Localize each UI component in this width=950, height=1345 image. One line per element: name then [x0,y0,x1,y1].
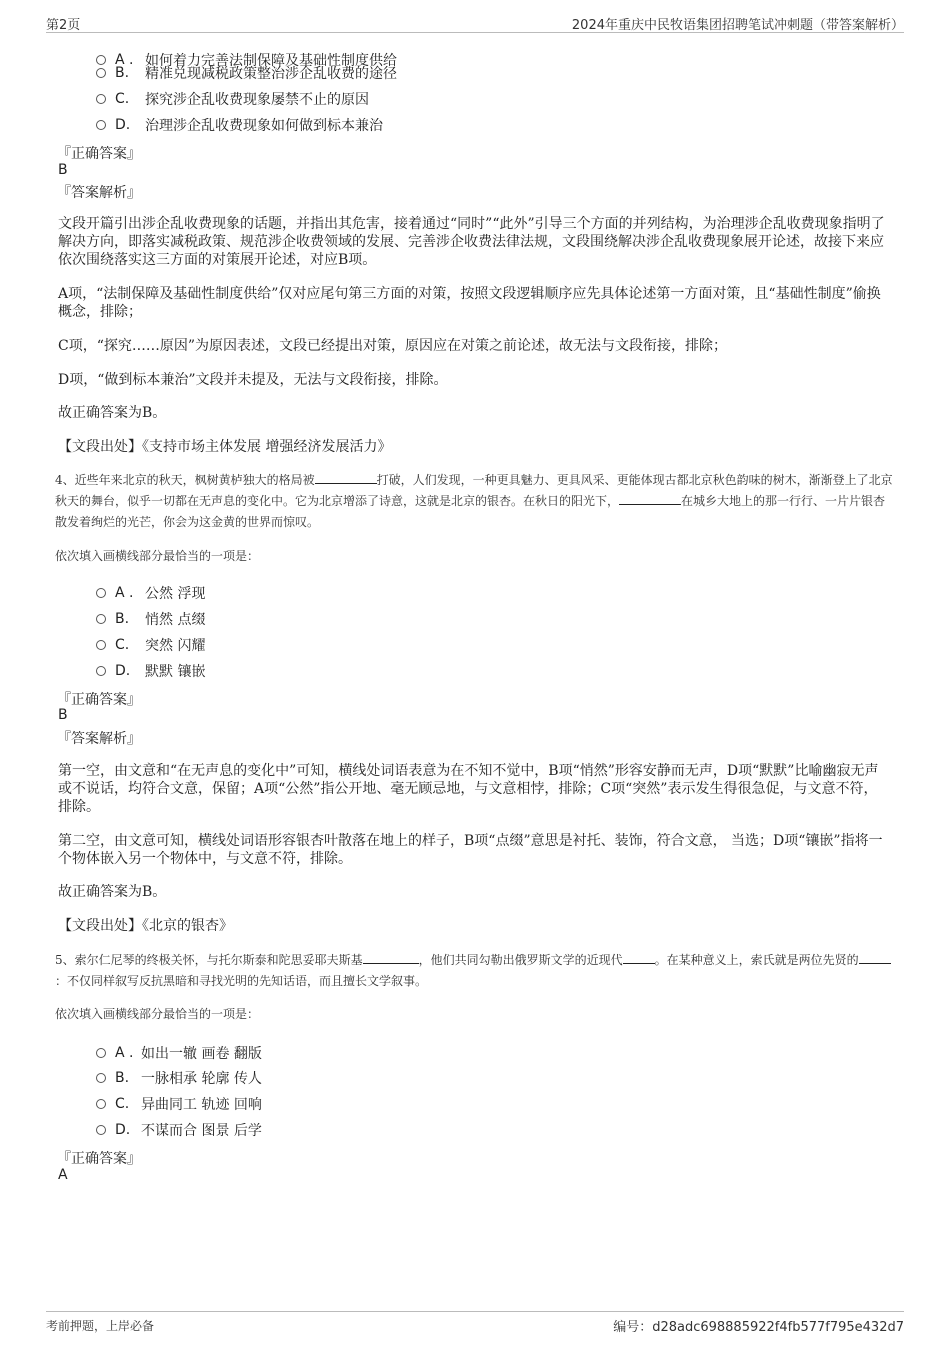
q4-analysis-paragraph: 第一空，由文意和“在无声息的变化中”可知，横线处词语表意为在不知不觉中，B项“悄然”形容安静而无声，D项“默默”比喻幽寂无声或不说话，均符合文意，保留；A项“公然”指公开地、毫无顾忌地，与文意相悖，排除；C项“突然”表示发生得很急促，与文意不符，排除。 [58,763,879,815]
q5-option-a[interactable]: A . 如出一辙 画卷 翻版 [96,1043,262,1063]
radio-icon[interactable] [96,666,106,676]
q5-answer-label: 『正确答案』 [57,1151,141,1167]
blank-line [623,951,655,964]
radio-icon[interactable] [96,68,106,78]
q4-source: 【文段出处】《北京的银杏》 [58,918,233,934]
radio-icon[interactable] [96,614,106,624]
q5-stem: 5、索尔仁尼琴的终极关怀，与托尔斯泰和陀思妥耶夫斯基 ，他们共同勾勒出俄罗斯文学的近现代 。在某种意义上，索氏就是两位先贤的：不仅同样叙写反抗黑暗和寻找光明的先知话语，而且擅长文学叙事。 [55,950,895,992]
q4-stem: 4、近些年来北京的秋天，枫树黄栌独大的格局被 打破，人们发现，一种更具魅力、更具风采、更能体现古都北京秋色韵味的树木，渐渐登上了北京秋天的舞台，似乎一切都在无声息的变化中。它为北京增添了诗意，这就是北京的银杏。在秋日的阳光下， 在城乡大地上的那一行行、一片片银杏散发着绚烂的光芒，你会为这金黄的世界而惊叹。 [55,473,893,529]
page-footer [46,1311,904,1336]
q4-option-a[interactable]: A . 公然 浮现 [96,583,205,603]
blank-line [859,951,891,964]
radio-icon[interactable] [96,94,106,104]
radio-icon[interactable] [96,1048,106,1058]
q4-option-d[interactable]: D. 默默 镶嵌 [96,661,205,681]
q5-option-d[interactable]: D. 不谋而合 图景 后学 [96,1120,262,1140]
q3-analysis-paragraph: C项，“探究……原因”为原因表述，文段已经提出对策，原因应在对策之前论述，故无法与文段衔接，排除； [58,338,728,354]
radio-icon[interactable] [96,1125,106,1135]
blank-line [315,471,377,484]
q3-option-d[interactable]: D. 治理涉企乱收费现象如何做到标本兼治 [96,115,383,135]
q3-analysis-paragraph: D项，“做到标本兼治”文段并未提及，无法与文段衔接，排除。 [58,372,448,388]
q3-analysis-label: 『答案解析』 [57,185,141,201]
radio-icon[interactable] [96,588,106,598]
radio-icon[interactable] [96,1099,106,1109]
radio-icon[interactable] [96,1073,106,1083]
q4-analysis-paragraph: 第二空，由文意可知，横线处词语形容银杏叶散落在地上的样子，B项“点缀”意思是衬托、装饰，符合文意， 当选；D项“镶嵌”指将一个物体嵌入另一个物体中，与文意不符，排除。 [58,833,883,867]
q4-answer: B [58,707,68,723]
q4-answer-label: 『正确答案』 [57,692,141,708]
footer-slogan: 考前押题，上岸必备 [46,1319,155,1333]
q3-analysis-paragraph: A项，“法制保障及基础性制度供给”仅对应尾句第三方面的对策，按照文段逻辑顺序应先具体论述第一方面对策，且“基础性制度”偷换概念，排除； [58,286,881,320]
q5-prompt: 依次填入画横线部分最恰当的一项是： [55,1007,260,1021]
blank-line [619,492,681,505]
q3-option-b[interactable]: B. 精准兑现减税政策整治涉企乱收费的途径 [96,63,397,83]
page-number: 第2页 [46,18,81,33]
radio-icon[interactable] [96,640,106,650]
document-id: 编号：d28adc698885922f4fb577f795e432d7 [613,1320,904,1335]
q5-answer: A [58,1167,68,1183]
document-title: 2024年重庆中民牧语集团招聘笔试冲刺题（带答案解析） [571,18,904,33]
q5-option-c[interactable]: C. 异曲同工 轨迹 回响 [96,1094,262,1114]
q4-conclusion: 故正确答案为B。 [58,884,167,900]
q4-option-c[interactable]: C. 突然 闪耀 [96,635,205,655]
q3-answer-label: 『正确答案』 [57,146,141,162]
q3-conclusion: 故正确答案为B。 [58,405,167,421]
q3-option-a[interactable]: A . 如何着力完善法制保障及基础性制度供给 [96,50,397,70]
q3-option-c[interactable]: C. 探究涉企乱收费现象屡禁不止的原因 [96,89,369,109]
q4-prompt: 依次填入画横线部分最恰当的一项是： [55,549,260,563]
radio-icon[interactable] [96,120,106,130]
q5-option-b[interactable]: B. 一脉相承 轮廓 传人 [96,1068,262,1088]
q3-source: 【文段出处】《支持市场主体发展 增强经济发展活力》 [58,439,392,455]
blank-line [363,951,419,964]
q3-analysis-paragraph: 文段开篇引出涉企乱收费现象的话题，并指出其危害，接着通过“同时”“此外”引导三个方面的并列结构，为治理涉企乱收费现象指明了解决方向，即落实减税政策、规范涉企收费领域的发展、完善涉企收费法律法规，文段围绕解决涉企乱收费现象展开论述，故接下来应依次围绕落实这三方面的对策展开论述，对应B项。 [58,216,885,268]
q4-option-b[interactable]: B. 悄然 点缀 [96,609,205,629]
page-header [46,12,904,33]
q4-analysis-label: 『答案解析』 [57,731,141,747]
q3-answer: B [58,162,68,178]
